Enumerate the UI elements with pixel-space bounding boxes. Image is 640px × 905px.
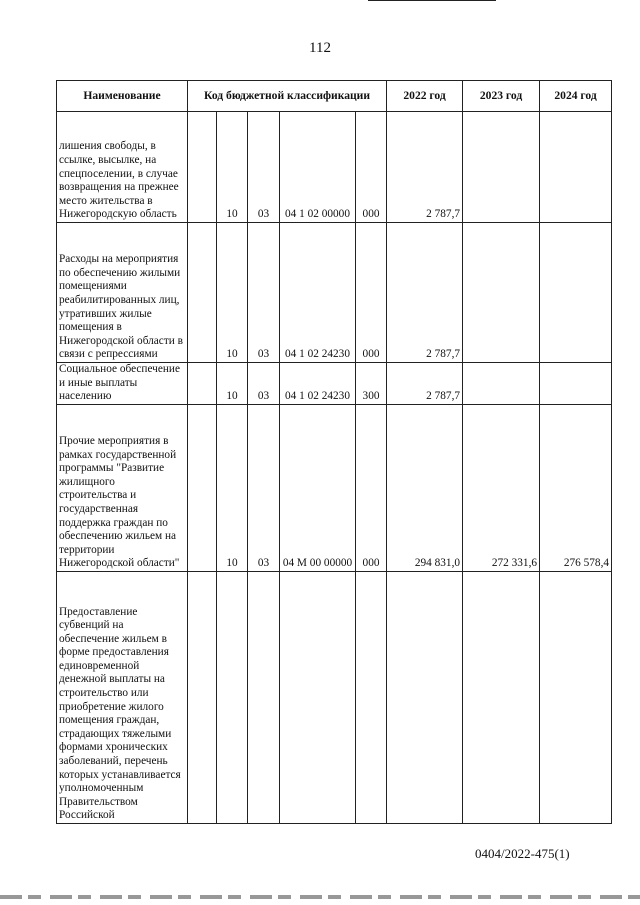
row-value-2023 <box>463 572 540 824</box>
table-row <box>57 363 612 405</box>
row-expense-type <box>356 572 387 824</box>
table-header-row <box>57 81 612 112</box>
row-value-2022: 2 787,7 <box>387 112 463 223</box>
row-section: 10 <box>217 405 248 572</box>
document-code: 0404/2022-475(1) <box>475 846 570 861</box>
row-blank <box>188 223 217 363</box>
row-value-2024 <box>540 223 612 363</box>
row-name: Прочие мероприятия в рамках государственной программы "Развитие жилищного строительства и государственная поддержка граждан по обеспечению жильем на территории Нижегородской области" <box>57 405 188 572</box>
table-row <box>57 405 612 572</box>
row-name: Расходы на мероприятия по обеспечению жилыми помещениями реабилитированных лиц, утративших жилые помещения в Нижегородской области в связи с репрессиями <box>57 223 188 363</box>
row-target-article: 04 1 02 24230 <box>280 223 356 363</box>
row-value-2024 <box>540 572 612 824</box>
row-section: 10 <box>217 363 248 405</box>
row-value-2023 <box>463 112 540 223</box>
row-expense-type: 000 <box>356 223 387 363</box>
row-name: Социальное обеспечение и иные выплаты населению <box>57 363 188 405</box>
row-blank <box>188 405 217 572</box>
row-target-article <box>280 572 356 824</box>
row-target-article: 04 1 02 00000 <box>280 112 356 223</box>
row-blank <box>188 572 217 824</box>
row-section: 10 <box>217 112 248 223</box>
table-row <box>57 112 612 223</box>
row-value-2023 <box>463 223 540 363</box>
header-name: Наименование <box>57 81 188 112</box>
row-subsection: 03 <box>248 112 280 223</box>
row-value-2023 <box>463 363 540 405</box>
row-target-article: 04 1 02 24230 <box>280 363 356 405</box>
row-value-2023: 272 331,6 <box>463 405 540 572</box>
table-row <box>57 572 612 824</box>
header-2022: 2022 год <box>387 81 463 112</box>
row-blank <box>188 363 217 405</box>
row-subsection: 03 <box>248 223 280 363</box>
page-number: 112 <box>309 40 331 56</box>
table-row <box>57 223 612 363</box>
row-section: 10 <box>217 223 248 363</box>
row-subsection <box>248 572 280 824</box>
row-value-2022: 294 831,0 <box>387 405 463 572</box>
row-expense-type: 000 <box>356 405 387 572</box>
top-rule <box>368 0 496 1</box>
header-code: Код бюджетной классификации <box>188 81 387 112</box>
row-blank <box>188 112 217 223</box>
row-name: Предоставление субвенций на обеспечение жильем в форме предоставления единовременной денежной выплаты на строительство или приобретение жилого помещения граждан, страдающих тяжелыми формами хронических заболеваний, перечень которых устанавливается уполномоченным Правительством Российской <box>57 572 188 824</box>
row-target-article: 04 М 00 00000 <box>280 405 356 572</box>
row-value-2022: 2 787,7 <box>387 223 463 363</box>
row-value-2024 <box>540 363 612 405</box>
row-name: лишения свободы, в ссылке, высылке, на спецпоселении, в случае возвращения на прежнее место жительства в Нижегородскую область <box>57 112 188 223</box>
row-value-2024 <box>540 112 612 223</box>
row-subsection: 03 <box>248 405 280 572</box>
row-value-2022: 2 787,7 <box>387 363 463 405</box>
row-section <box>217 572 248 824</box>
row-expense-type: 300 <box>356 363 387 405</box>
header-2023: 2023 год <box>463 81 540 112</box>
scan-edge-artifact <box>0 895 640 899</box>
row-subsection: 03 <box>248 363 280 405</box>
row-expense-type: 000 <box>356 112 387 223</box>
budget-table <box>56 80 612 824</box>
row-value-2024: 276 578,4 <box>540 405 612 572</box>
row-value-2022 <box>387 572 463 824</box>
header-2024: 2024 год <box>540 81 612 112</box>
